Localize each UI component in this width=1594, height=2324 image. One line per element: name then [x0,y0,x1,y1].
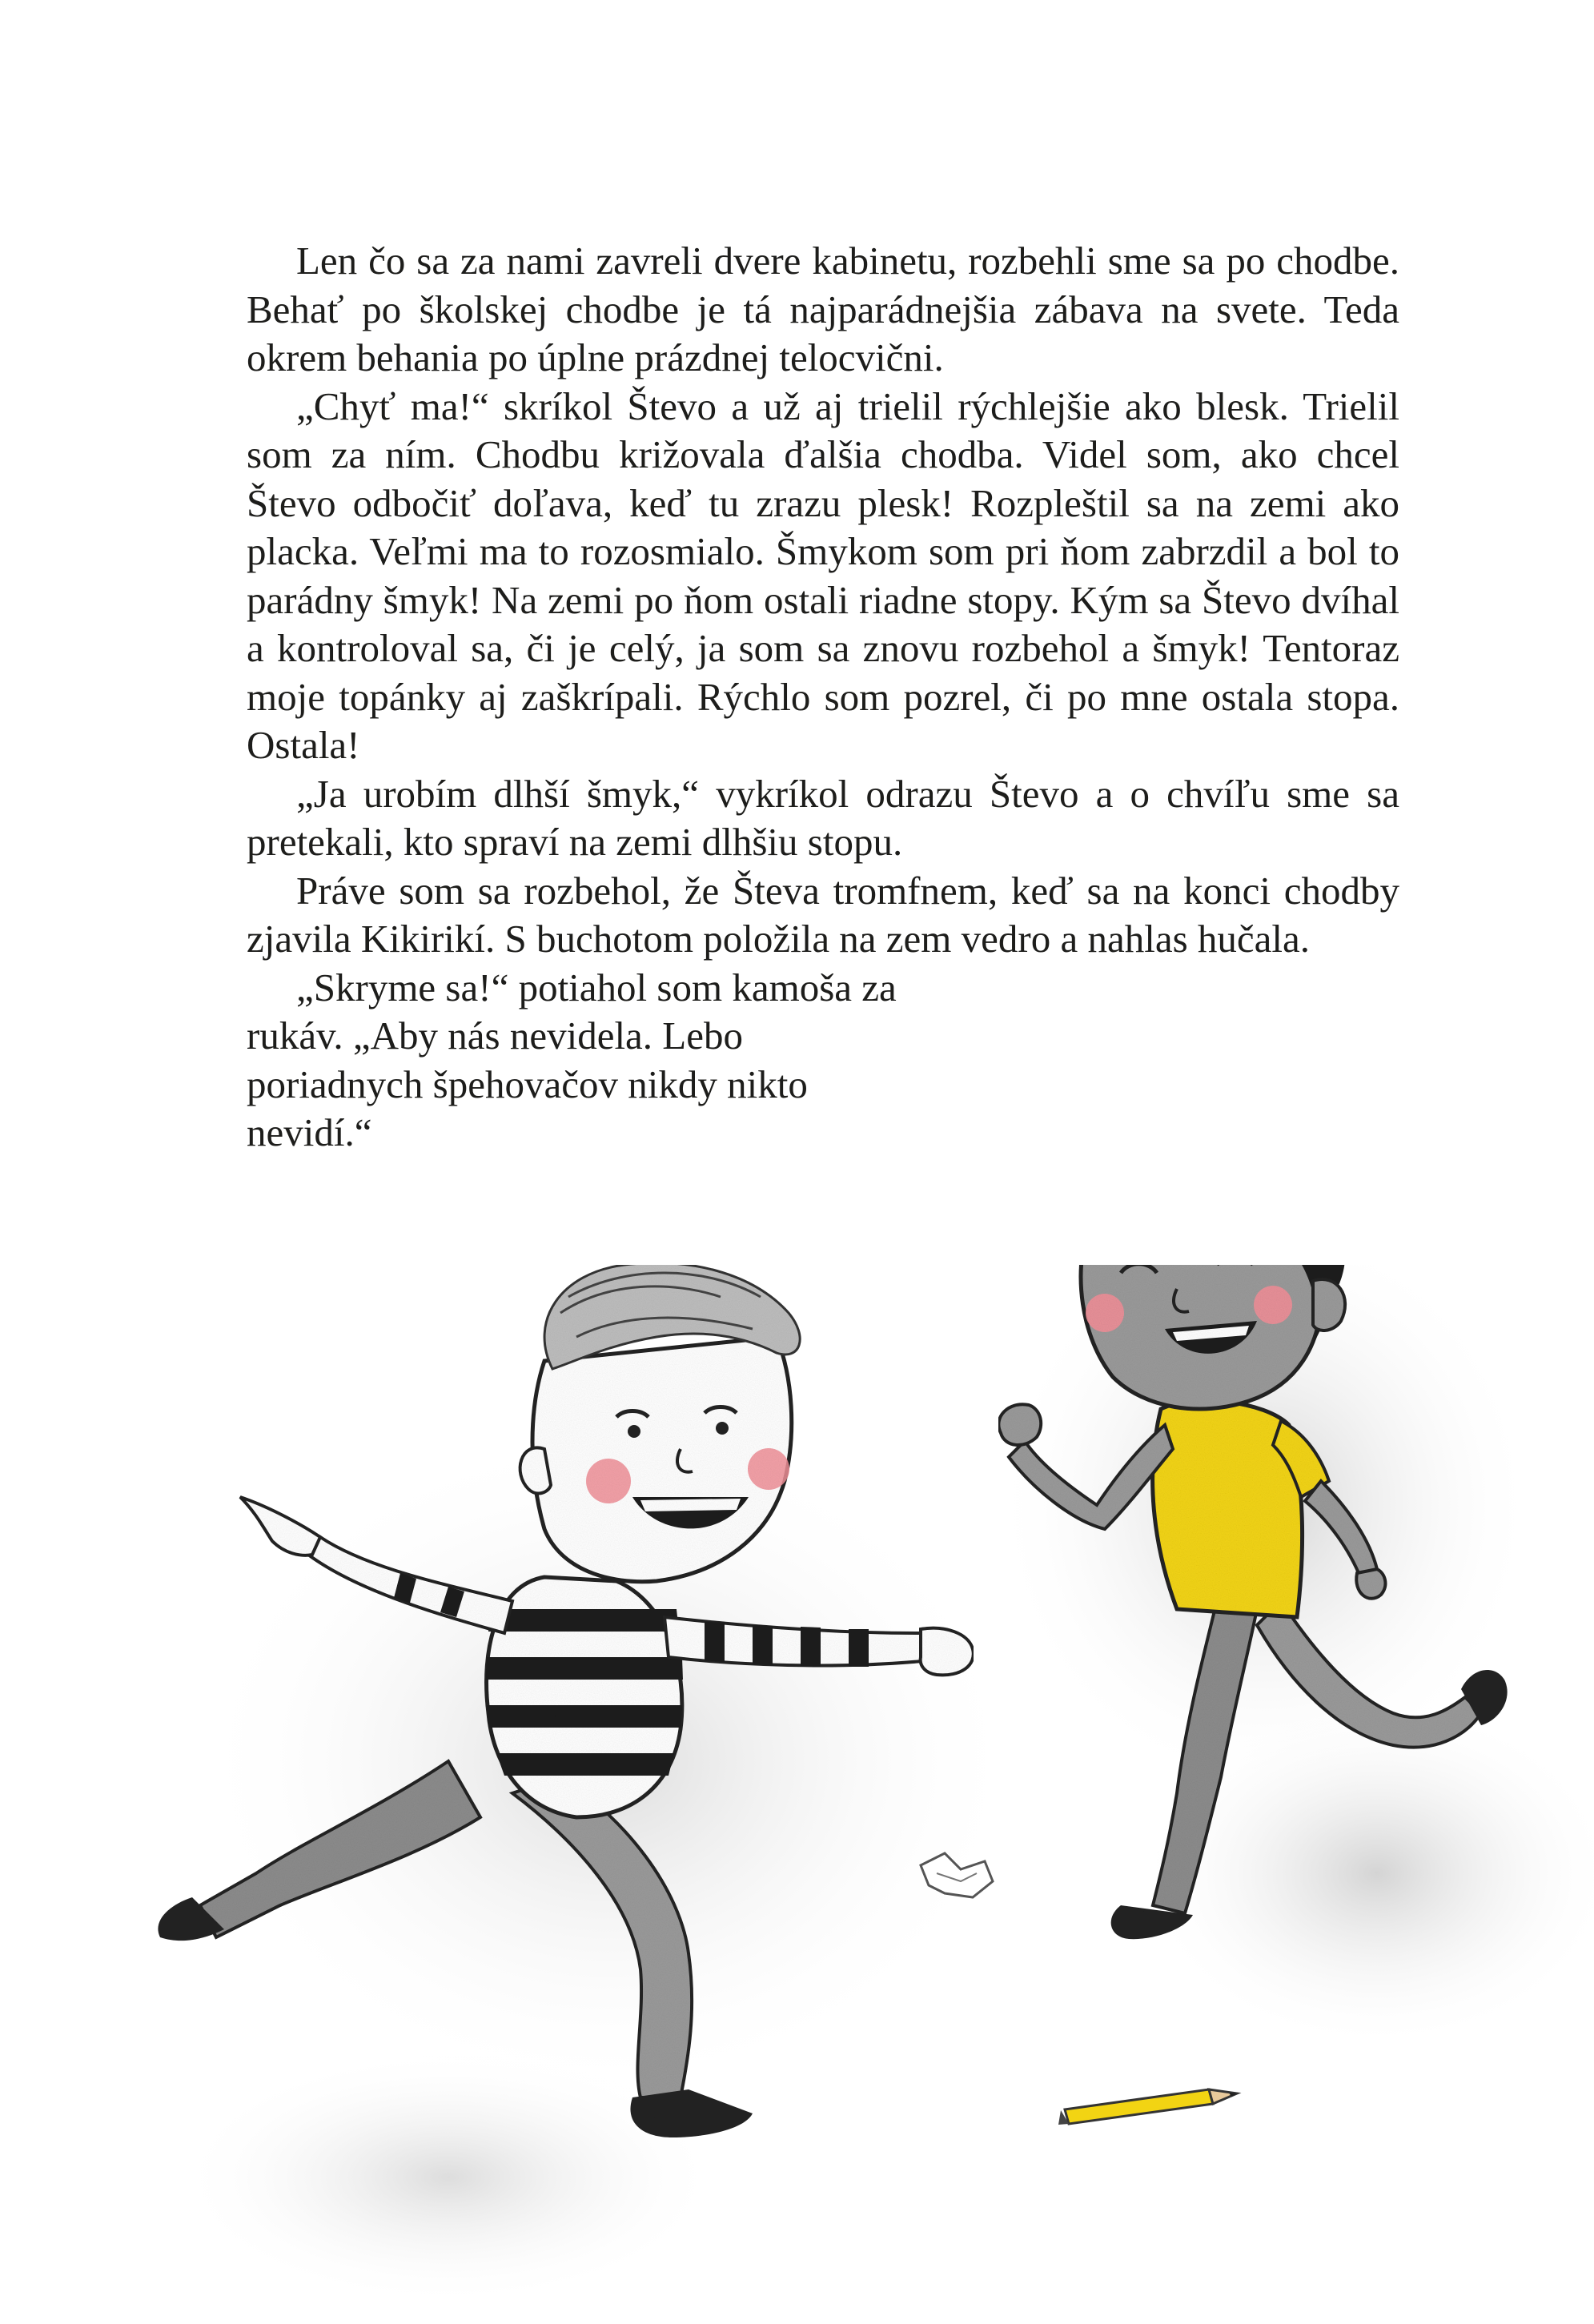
paragraph-5: „Skryme sa!“ potiahol som kamoša za rukáv. „Aby nás nevidela. Lebo poriadnych špehovačov nikdy nikto nevidí.“ [247,965,897,1154]
illustration-two-boys-running [0,1265,1594,2324]
striped-shirt [486,1577,683,1817]
paragraph-3: „Ja urobím dlhší šmyk,“ vykríkol odrazu Števo a o chvíľu sme sa pretekali, kto spraví na zemi dlhšiu stopu. [247,771,1399,864]
pencil [1058,2089,1237,2125]
paragraph-2: „Chyť ma!“ skríkol Števo a už aj trielil rýchlejšie ako blesk. Trielil som za ním. Chodbu križovala ďalšia chodba. Videl som, ako chcel Števo odbočiť doľava, keď tu zrazu plesk! Rozpleštil sa na zemi ako placka. Veľmi ma to rozosmialo. Šmykom som pri ňom zabrzdil a bol to parádny šmyk! Na zemi po ňom ostali riadne stopy. Kým sa Števo dvíhal a kontroloval sa, či je celý, ja som sa znovu rozbehol a šmyk! Tentoraz moje topánky aj zaškrípali. Rýchlo som pozrel, či po mne ostala stopa. Ostala! [247,383,1399,767]
illustration-svg [0,1265,1594,2324]
background-shading [176,1265,1594,2306]
paragraph-4: Práve som sa rozbehol, že Števa tromfnem, keď sa na konci chodby zjavila Kikirikí. S buchotom položila na zem vedro a nahlas hučala. [247,868,1399,961]
paragraph-1: Len čo sa za nami zavreli dvere kabinetu, rozbehli sme sa po chodbe. Behať po školskej chodbe je tá najparádnejšia zábava na svete. Teda okrem behania po úplne prázdnej telocvični. [247,239,1399,379]
story-text [247,237,1399,1158]
